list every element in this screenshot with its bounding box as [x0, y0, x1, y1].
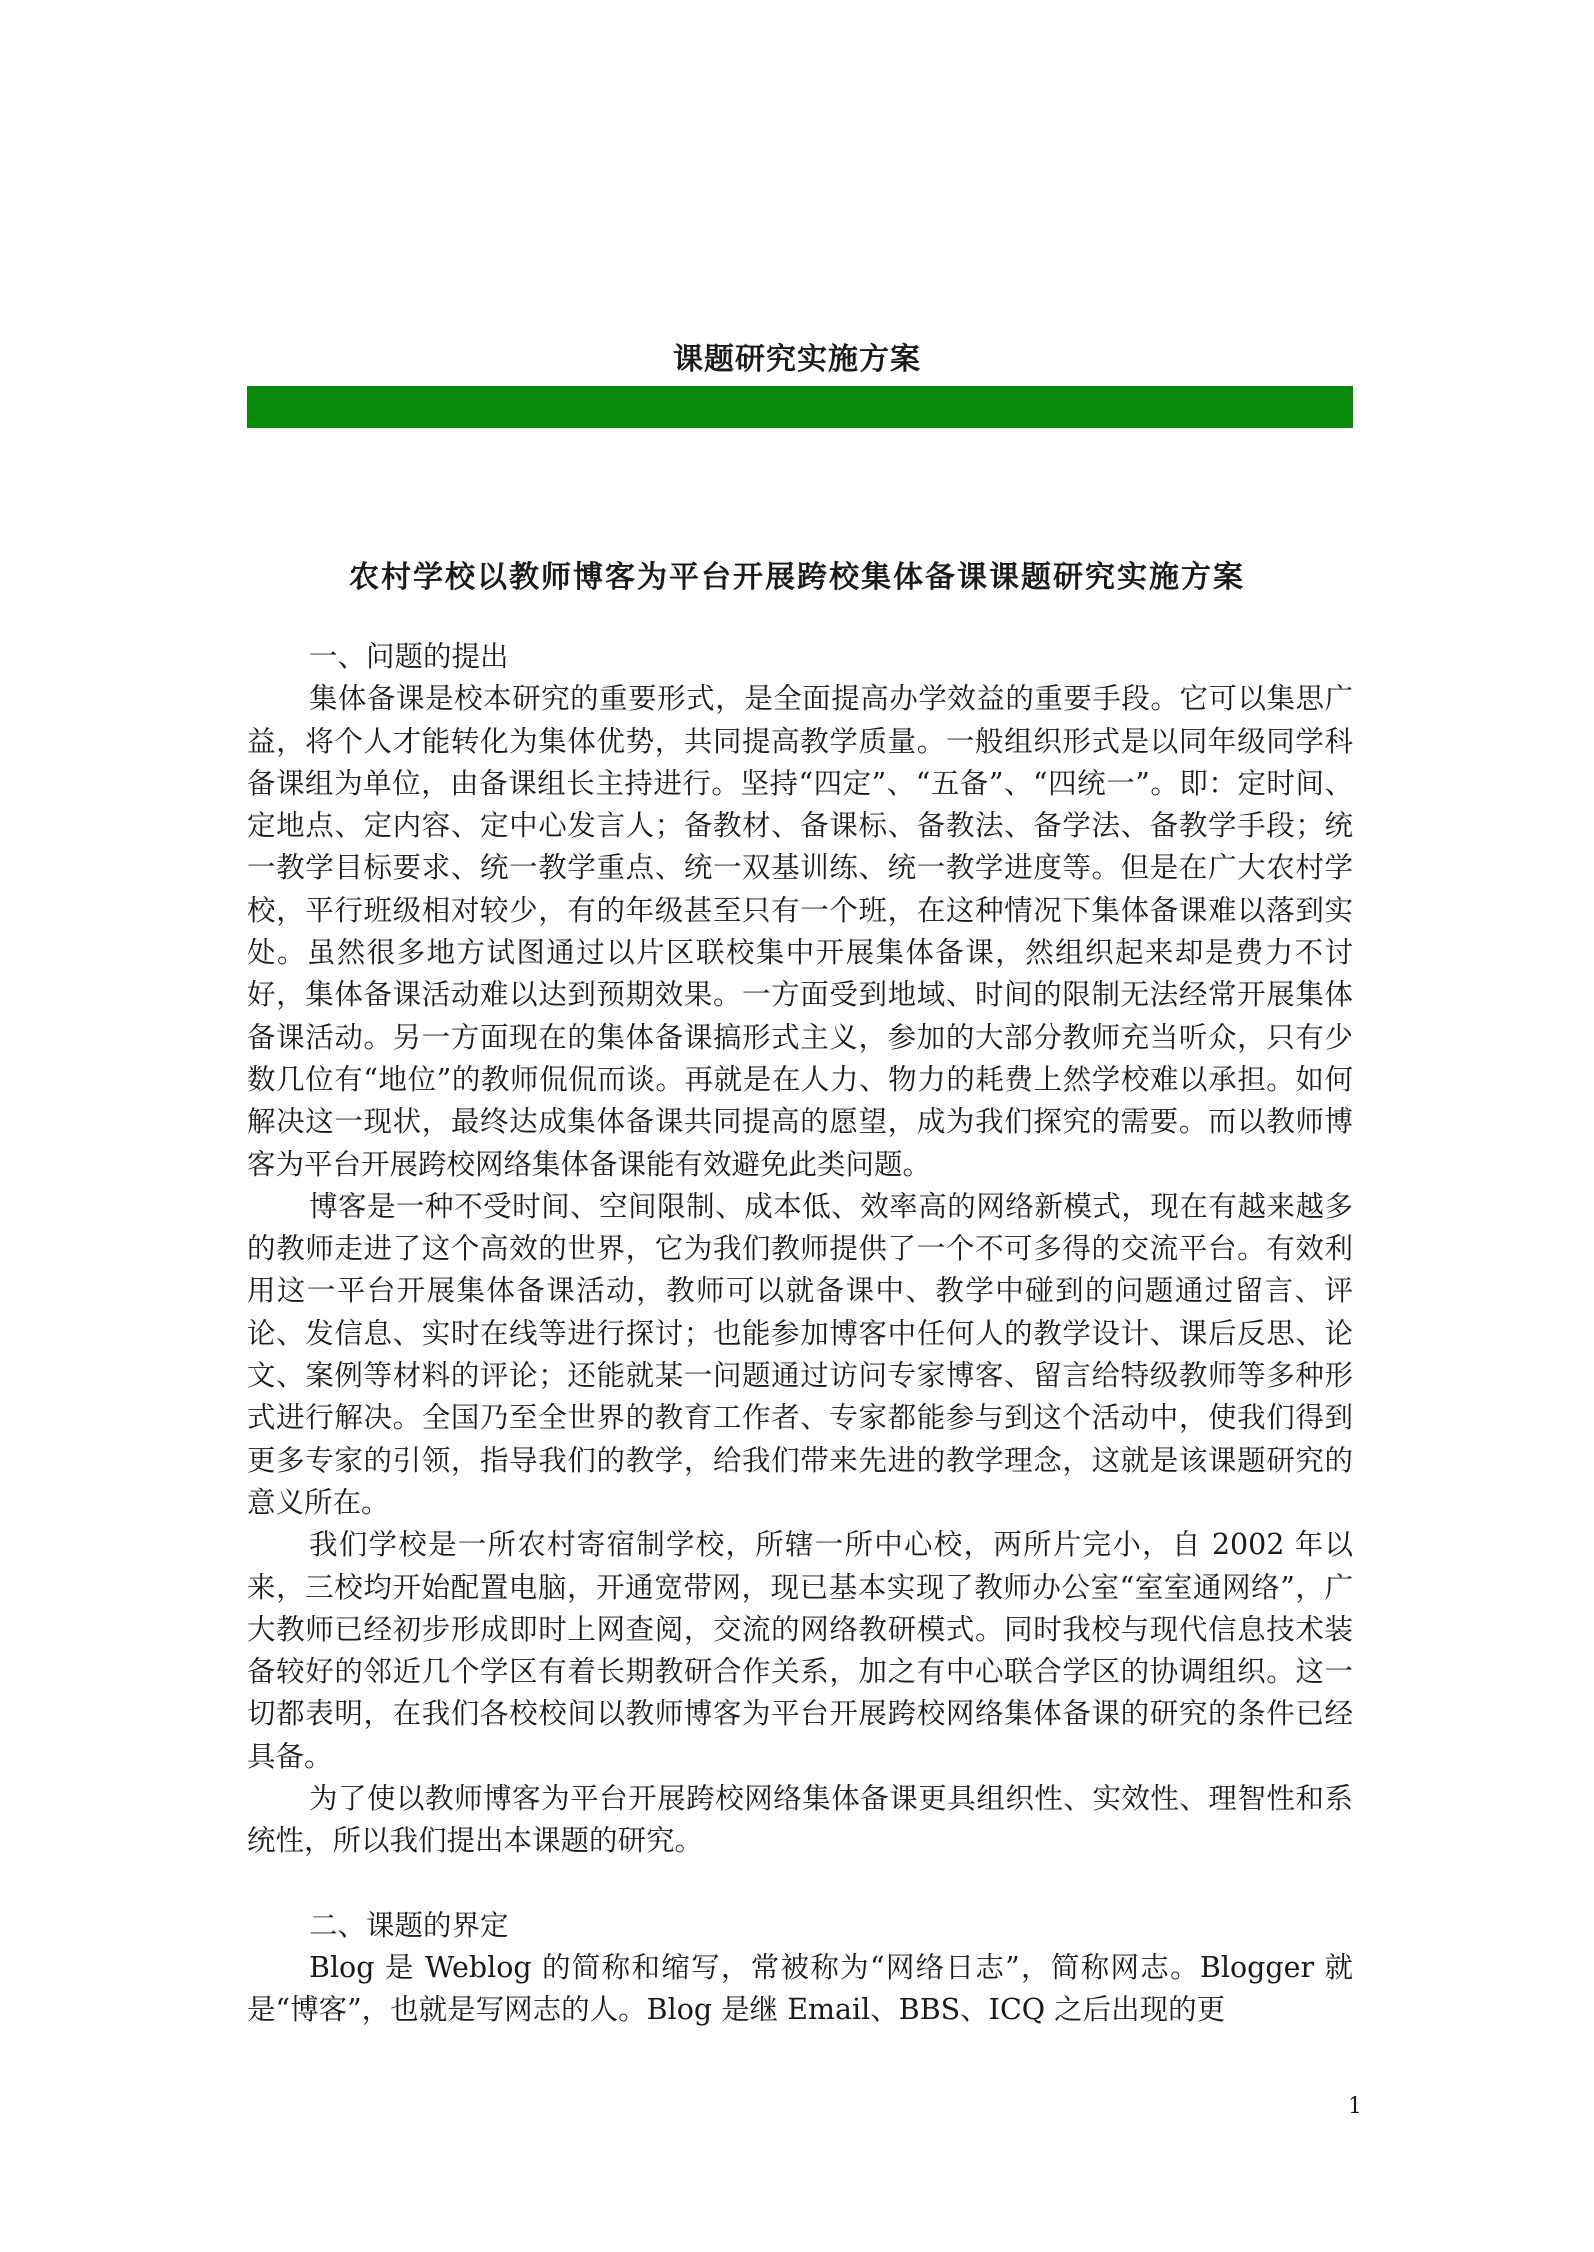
paragraph: 集体备课是校本研究的重要形式，是全面提高办学效益的重要手段。它可以集思广益，将个人才能转化为集体优势，共同提高教学质量。一般组织形式是以同年级同学科备课组为单位，由备课组长主持进行。坚持“四定”、“五备”、“四统一”。即：定时间、定地点、定内容、定中心发言人；备教材、备课标、备教法、备学法、备教学手段；统一教学目标要求、统一教学重点、统一双基训练、统一教学进度等。但是在广大农村学校，平行班级相对较少，有的年级甚至只有一个班，在这种情况下集体备课难以落到实处。虽然很多地方试图通过以片区联校集中开展集体备课，然组织起来却是费力不讨好，集体备课活动难以达到预期效果。一方面受到地域、时间的限制无法经常开展集体备课活动。另一方面现在的集体备课搞形式主义，参加的大部分教师充当听众，只有少数几位有“地位”的教师侃侃而谈。再就是在人力、物力的耗费上然学校难以承担。如何解决这一现状，最终达成集体备课共同提高的愿望，成为我们探究的需要。而以教师博客为平台开展跨校网络集体备课能有效避免此类问题。 — [247, 682, 1353, 1181]
document-title: 农村学校以教师博客为平台开展跨校集体备课课题研究实施方案 — [349, 560, 1245, 595]
paragraph: Blog 是 Weblog 的简称和缩写，常被称为“网络日志”，简称网志。Blogger 就是“博客”，也就是写网志的人。Blog 是继 Email、BBS、ICQ 之后出现的更 — [247, 1950, 1353, 2027]
paragraph: 博客是一种不受时间、空间限制、成本低、效率高的网络新模式，现在有越来越多的教师走进了这个高效的世界，它为我们教师提供了一个不可多得的交流平台。有效利用这一平台开展集体备课活动，教师可以就备课中、教学中碰到的问题通过留言、评论、发信息、实时在线等进行探讨；也能参加博客中任何人的教学设计、课后反思、论文、案例等材料的评论；还能就某一问题通过访问专家博客、留言给特级教师等多种形式进行解决。全国乃至全世界的教育工作者、专家都能参与到这个活动中，使我们得到更多专家的引领，指导我们的教学，给我们带来先进的教学理念，这就是该课题研究的意义所在。 — [247, 1189, 1353, 1519]
page-number: 1 — [1348, 2094, 1362, 2119]
section-definition — [247, 1905, 1353, 2032]
paragraph: 我们学校是一所农村寄宿制学校，所辖一所中心校，两所片完小，自 2002 年以来，三校均开始配置电脑，开通宽带网，现已基本实现了教师办公室“室室通网络”，广大教师已经初步形成即时上网查阅，交流的网络教研模式。同时我校与现代信息技术装备较好的邻近几个学区有着长期教研合作关系，加之有中心联合学区的协调组织。这一切都表明，在我们各校校间以教师博客为平台开展跨校网络集体备课的研究的条件已经具备。 — [247, 1528, 1353, 1773]
section-heading: 一、问题的提出 — [309, 640, 509, 673]
paragraph: 为了使以教师博客为平台开展跨校网络集体备课更具组织性、实效性、理智性和系统性，所以我们提出本课题的研究。 — [247, 1782, 1353, 1858]
section-spacer — [247, 1863, 1353, 1905]
section-heading: 二、课题的界定 — [309, 1908, 509, 1942]
document-body — [247, 636, 1353, 2032]
section-problem — [247, 636, 1353, 1863]
header-title: 课题研究实施方案 — [673, 342, 921, 377]
header-divider-bar — [247, 386, 1353, 428]
